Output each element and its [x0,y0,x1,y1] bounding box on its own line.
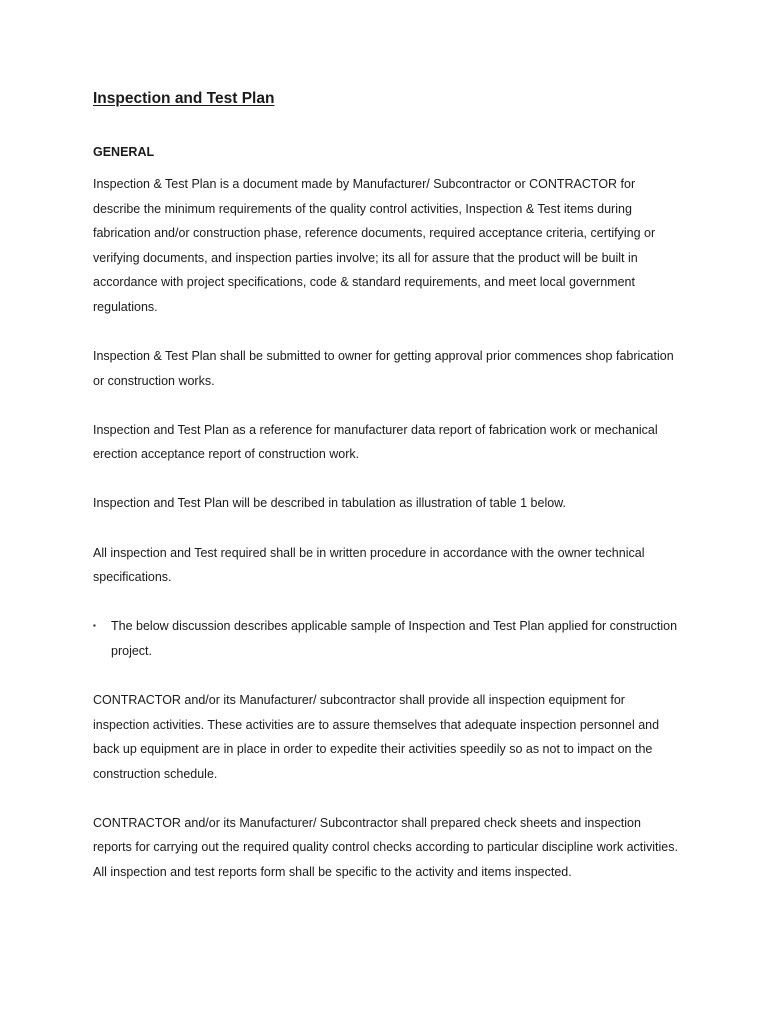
paragraph-written-procedure: All inspection and Test required shall be in written procedure in accordance with the owner technical specifications. [93,545,645,585]
square-bullet-icon: ▪ [93,621,96,631]
paragraph-tabulation: Inspection and Test Plan will be described in tabulation as illustration of table 1 below. [93,496,566,511]
paragraph-definition: Inspection & Test Plan is a document made by Manufacturer/ Subcontractor or CONTRACTOR for describe the minimum requirements of the quality control activities, Inspection & Test items during fabrication and/or construction phase, reference documents, required acceptance criteria, certifying or verifying documents, and inspection parties involve; its all for assure that the product will be built in accordance with project specifications, code & standard requirements, and meet local government regulations. [93,177,656,314]
paragraph-reference: Inspection and Test Plan as a reference for manufacturer data report of fabrication work or mechanical erection acceptance report of construction work. [93,422,658,462]
paragraph-submission: Inspection & Test Plan shall be submitted to owner for getting approval prior commences shop fabrication or construction works. [93,349,674,388]
paragraph-check-sheets: CONTRACTOR and/or its Manufacturer/ Subcontractor shall prepared check sheets and inspection reports for carrying out the required quality control checks according to particular discipline work activities. All inspection and test reports form shall be specific to the activity and items inspected. [93,815,678,879]
section-heading-general: GENERAL [93,145,155,159]
bullet-text: The below discussion describes applicable sample of Inspection and Test Plan applied for construction project. [111,619,678,658]
document-title: Inspection and Test Plan [93,90,275,107]
list-item [93,614,678,663]
paragraph-inspection-equipment: CONTRACTOR and/or its Manufacturer/ subcontractor shall provide all inspection equipment for inspection activities. These activities are to assure themselves that adequate inspection personnel and back up equipment are in place in order to expedite their activities speedily so as not to impact on the construction schedule. [93,692,660,781]
bullet-list [93,614,678,663]
